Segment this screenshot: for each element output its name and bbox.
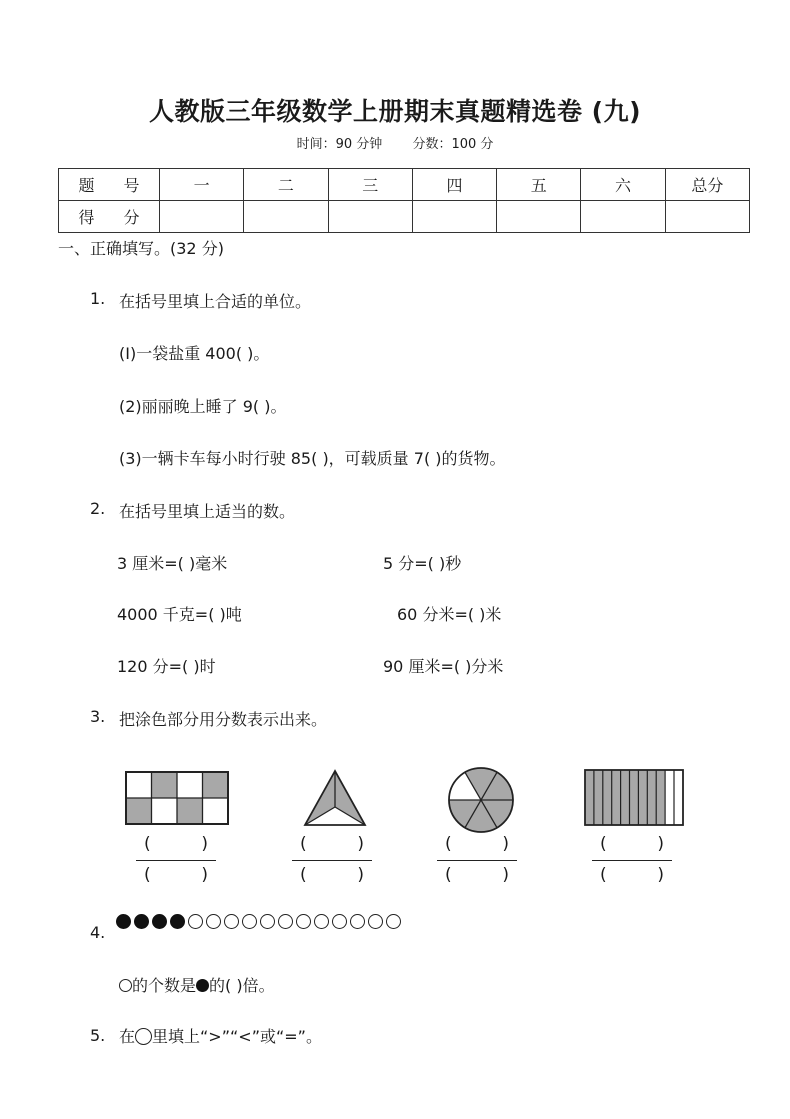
question-1a: (Ⅰ)一袋盐重 400( )。 bbox=[119, 344, 270, 363]
score-header-cell: 六 bbox=[581, 169, 665, 201]
question-1b: (2)丽丽晚上睡了 9( )。 bbox=[119, 397, 287, 416]
question-3-number: 3. bbox=[90, 707, 106, 726]
question-2-number: 2. bbox=[90, 499, 106, 518]
question-3-text: 把涂色部分用分数表示出来。 bbox=[119, 710, 328, 729]
fraction-answer[interactable]: ( ) ( ) bbox=[292, 834, 372, 887]
question-2-item: 4000 千克=( )吨 bbox=[117, 605, 242, 624]
empty-dot bbox=[314, 914, 329, 929]
triangle-figure bbox=[305, 771, 365, 825]
fraction-answer[interactable]: ( ) ( ) bbox=[592, 834, 672, 887]
filled-dot bbox=[170, 914, 185, 929]
empty-dot bbox=[350, 914, 365, 929]
filled-circle-icon bbox=[196, 979, 209, 992]
circle-blank-icon bbox=[135, 1028, 152, 1045]
empty-dot bbox=[278, 914, 293, 929]
fraction-answer[interactable]: ( ) ( ) bbox=[136, 834, 216, 887]
question-4-number: 4. bbox=[90, 923, 106, 942]
exam-info bbox=[0, 133, 790, 152]
score-cell[interactable] bbox=[328, 201, 412, 233]
score-header-cell: 总分 bbox=[665, 169, 749, 201]
dot-row bbox=[116, 914, 401, 929]
score-header-cell: 五 bbox=[497, 169, 581, 201]
section-heading: 一、正确填写。(32 分) bbox=[58, 239, 224, 258]
page-title: 人教版三年级数学上册期末真题精选卷 (九) bbox=[148, 97, 642, 126]
fraction-figures bbox=[0, 760, 790, 835]
question-2-text: 在括号里填上适当的数。 bbox=[119, 502, 296, 521]
empty-dot bbox=[296, 914, 311, 929]
filled-dot bbox=[152, 914, 167, 929]
empty-dot bbox=[386, 914, 401, 929]
score-cell[interactable] bbox=[160, 201, 244, 233]
empty-dot bbox=[260, 914, 275, 929]
score-cell[interactable] bbox=[412, 201, 496, 233]
circle-figure bbox=[449, 768, 513, 832]
grid-figure bbox=[126, 772, 228, 824]
empty-dot bbox=[332, 914, 347, 929]
strip-figure bbox=[585, 770, 683, 825]
score-cell[interactable] bbox=[665, 201, 749, 233]
question-5-number: 5. bbox=[90, 1026, 106, 1045]
time-limit: 时间：90 分钟 bbox=[296, 137, 383, 152]
question-1-number: 1. bbox=[90, 289, 106, 308]
question-2-item: 3 厘米=( )毫米 bbox=[117, 554, 228, 573]
score-cell[interactable] bbox=[244, 201, 328, 233]
empty-dot bbox=[368, 914, 383, 929]
score-header-cell: 四 bbox=[412, 169, 496, 201]
filled-dot bbox=[116, 914, 131, 929]
empty-dot bbox=[206, 914, 221, 929]
empty-dot bbox=[242, 914, 257, 929]
score-cell[interactable] bbox=[497, 201, 581, 233]
score-header-cell: 题 号 bbox=[59, 169, 160, 201]
score-header-cell: 二 bbox=[244, 169, 328, 201]
question-1c: (3)一辆卡车每小时行驶 85( )，可载质量 7( )的货物。 bbox=[119, 449, 506, 468]
filled-dot bbox=[134, 914, 149, 929]
question-2-item: 60 分米=( )米 bbox=[397, 605, 502, 624]
score-table-header-row bbox=[59, 169, 750, 201]
question-2-item: 5 分=( )秒 bbox=[383, 554, 462, 573]
score-header-cell: 三 bbox=[328, 169, 412, 201]
empty-circle-icon bbox=[119, 979, 132, 992]
question-2-item: 120 分=( )时 bbox=[117, 657, 216, 676]
score-header-cell: 一 bbox=[160, 169, 244, 201]
score-table bbox=[58, 168, 750, 233]
total-score: 分数：100 分 bbox=[412, 137, 494, 152]
empty-dot bbox=[224, 914, 239, 929]
question-5-text: 在 里填上“>”“<”或“=”。 bbox=[119, 1027, 322, 1046]
question-2-item: 90 厘米=( )分米 bbox=[383, 657, 504, 676]
score-table-score-row bbox=[59, 201, 750, 233]
empty-dot bbox=[188, 914, 203, 929]
score-cell[interactable] bbox=[581, 201, 665, 233]
score-row-label: 得 分 bbox=[59, 201, 160, 233]
question-1-text: 在括号里填上合适的单位。 bbox=[119, 292, 312, 311]
fraction-answer[interactable]: ( ) ( ) bbox=[437, 834, 517, 887]
question-4-text: 的个数是 的( )倍。 bbox=[119, 973, 275, 996]
